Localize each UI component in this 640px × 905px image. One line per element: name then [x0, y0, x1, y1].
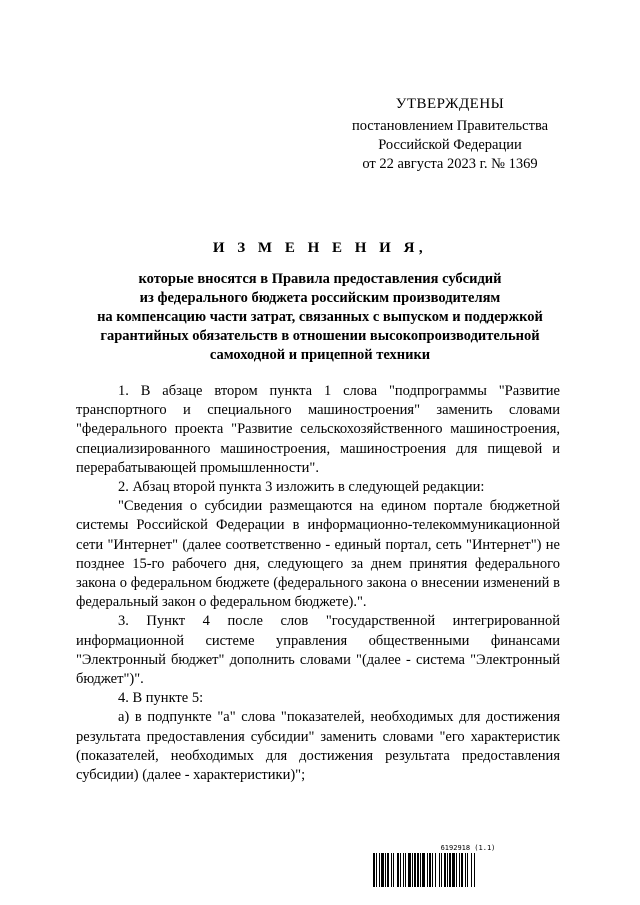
- approval-title: УТВЕРЖДЕНЫ: [395, 96, 505, 112]
- heading-subtitle-line: из федерального бюджета российским производителям: [139, 290, 501, 306]
- barcode-number: 6192918 (1.1): [440, 844, 496, 852]
- barcode: [373, 844, 565, 887]
- paragraph-quote: "Сведения о субсидии размещаются на едином портале бюджетной системы Российской Федерации в информационно-телекоммуникационной сети "Интернет" (далее соответственно - единый портал, сеть "Интернет") не позднее 15-го рабочего дня, следующего за днем принятия федерального закона о федеральном бюджете (федерального закона о внесении изменений в федеральный закон о федеральном бюджете).".: [76, 498, 560, 611]
- heading-subtitle-line: которые вносятся в Правила предоставления субсидий: [138, 271, 502, 287]
- document-heading: [60, 240, 580, 365]
- heading-subtitle-line: на компенсацию части затрат, связанных с выпуском и поддержкой: [97, 309, 543, 325]
- heading-subtitle: [60, 270, 580, 365]
- barcode-bar: [475, 853, 476, 887]
- heading-title: И З М Е Н Е Н И Я,: [212, 240, 428, 256]
- paragraph-4: 4. В пункте 5:: [118, 690, 204, 707]
- heading-subtitle-line: самоходной и прицепной техники: [209, 347, 431, 363]
- paragraph-1: 1. В абзаце втором пункта 1 слова "подпрограммы "Развитие транспортного и специального машиностроения" заменить словами "федерального проекта "Развитие сельскохозяйственного машиностроения, специализированного машиностроения, машиностроения для пищевой и перерабатывающей промышленности".: [76, 383, 560, 476]
- paragraph-4a: а) в подпункте "а" слова "показателей, необходимых для достижения результата предоставления субсидии" заменить словами "его характеристик (показателей, необходимых для достижения результата предоставления субсидии) (далее - характеристики)";: [76, 709, 560, 784]
- paragraph-2: 2. Абзац второй пункта 3 изложить в следующей редакции:: [118, 479, 485, 496]
- approval-line-2: Российской Федерации: [378, 137, 522, 153]
- approval-block: [300, 95, 600, 174]
- approval-line-1: постановлением Правительства: [351, 118, 549, 134]
- paragraph-3: 3. Пункт 4 после слов "государственной интегрированной информационной системе управления общественными финансами "Электронный бюджет" дополнить словами "(далее - система "Электронный бюджет")".: [76, 613, 560, 688]
- heading-subtitle-line: гарантийных обязательств в отношении высокопроизводительной: [100, 328, 540, 344]
- document-body: [76, 382, 560, 785]
- barcode-bars: [373, 853, 565, 887]
- approval-date-line: от 22 августа 2023 г. № 1369: [362, 156, 538, 172]
